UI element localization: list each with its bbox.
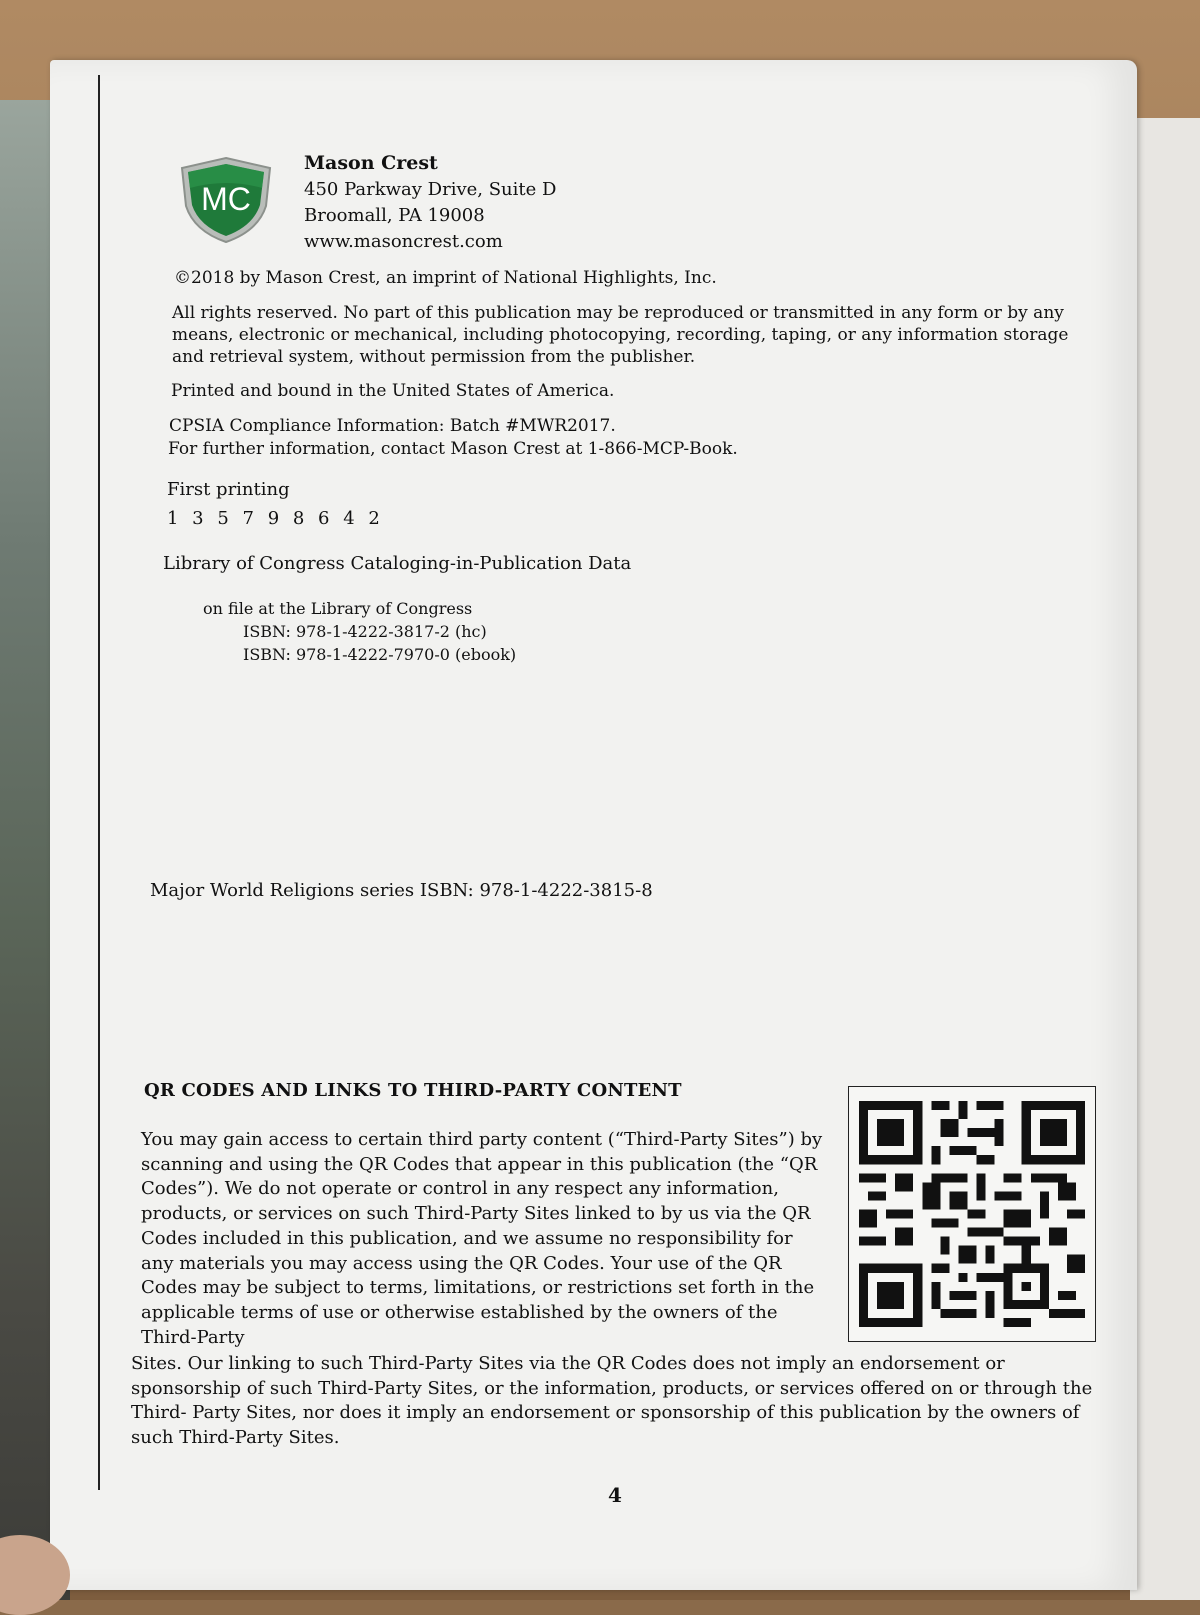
cataloging-title: Library of Congress Cataloging-in-Publication Data <box>163 553 632 574</box>
printer-number-line: 1 3 5 7 9 8 6 4 2 <box>167 508 384 529</box>
mason-crest-shield-logo <box>178 156 274 244</box>
back-page-edge <box>1130 118 1200 1600</box>
first-printing-label: First printing <box>167 479 290 500</box>
publisher-website: www.masoncrest.com <box>304 231 503 252</box>
rights-reserved-paragraph: All rights reserved. No part of this publication may be reproduced or transmitted in any form or by any means, electronic or mechanical, including photocopying, recording, taping, or any information storage and retrieval system, without permission from the publisher. <box>172 303 1069 367</box>
page-number: 4 <box>608 1483 622 1507</box>
qr-disclaimer-text-beside-code: You may gain access to certain third party content (“Third-Party Sites”) by scanning and using the QR Codes that appear in this publication (the “QR Codes”). We do not operate or control in any respect any information, products, or services on such Third-Party Sites linked to by us via the QR Codes included in this publication, and we assume no responsibility for any materials you may access using the QR Codes. Your use of the QR Codes may be subject to terms, limitations, or restrictions set forth in the applicable terms of use or otherwise established by the owners of the Third-Party <box>141 1129 823 1348</box>
cpsia-line2: For further information, contact Mason Crest at 1-866-MCP-Book. <box>168 439 738 459</box>
cataloging-on-file: on file at the Library of Congress <box>203 599 473 618</box>
isbn-ebook: ISBN: 978-1-4222-7970-0 (ebook) <box>243 645 517 664</box>
cpsia-line1: CPSIA Compliance Information: Batch #MWR2017. <box>169 416 616 436</box>
qr-code-icon <box>859 1097 1085 1331</box>
series-isbn: Major World Religions series ISBN: 978-1-4222-3815-8 <box>150 880 653 901</box>
publisher-address-line2: Broomall, PA 19008 <box>304 205 485 226</box>
copyright-notice: ©2018 by Mason Crest, an imprint of National Highlights, Inc. <box>174 268 717 288</box>
page-margin-line <box>98 75 100 1490</box>
printed-in-notice: Printed and bound in the United States of America. <box>171 381 615 401</box>
publisher-address-line1: 450 Parkway Drive, Suite D <box>304 179 557 200</box>
qr-disclaimer-text-full-width: Sites. Our linking to such Third-Party Sites via the QR Codes does not imply an endorsement or sponsorship of such Third-Party Sites, or the information, products, or services offered on or through the Third- Party Sites, nor does it imply an endorsement or sponsorship of this publication by the owners of such Third-Party Sites. <box>131 1353 1093 1449</box>
publisher-name: Mason Crest <box>304 152 438 174</box>
logo-text: MC <box>201 181 251 217</box>
isbn-hardcover: ISBN: 978-1-4222-3817-2 (hc) <box>243 622 487 641</box>
qr-section-heading: QR CODES AND LINKS TO THIRD-PARTY CONTENT <box>144 1080 682 1101</box>
qr-code <box>848 1086 1096 1342</box>
